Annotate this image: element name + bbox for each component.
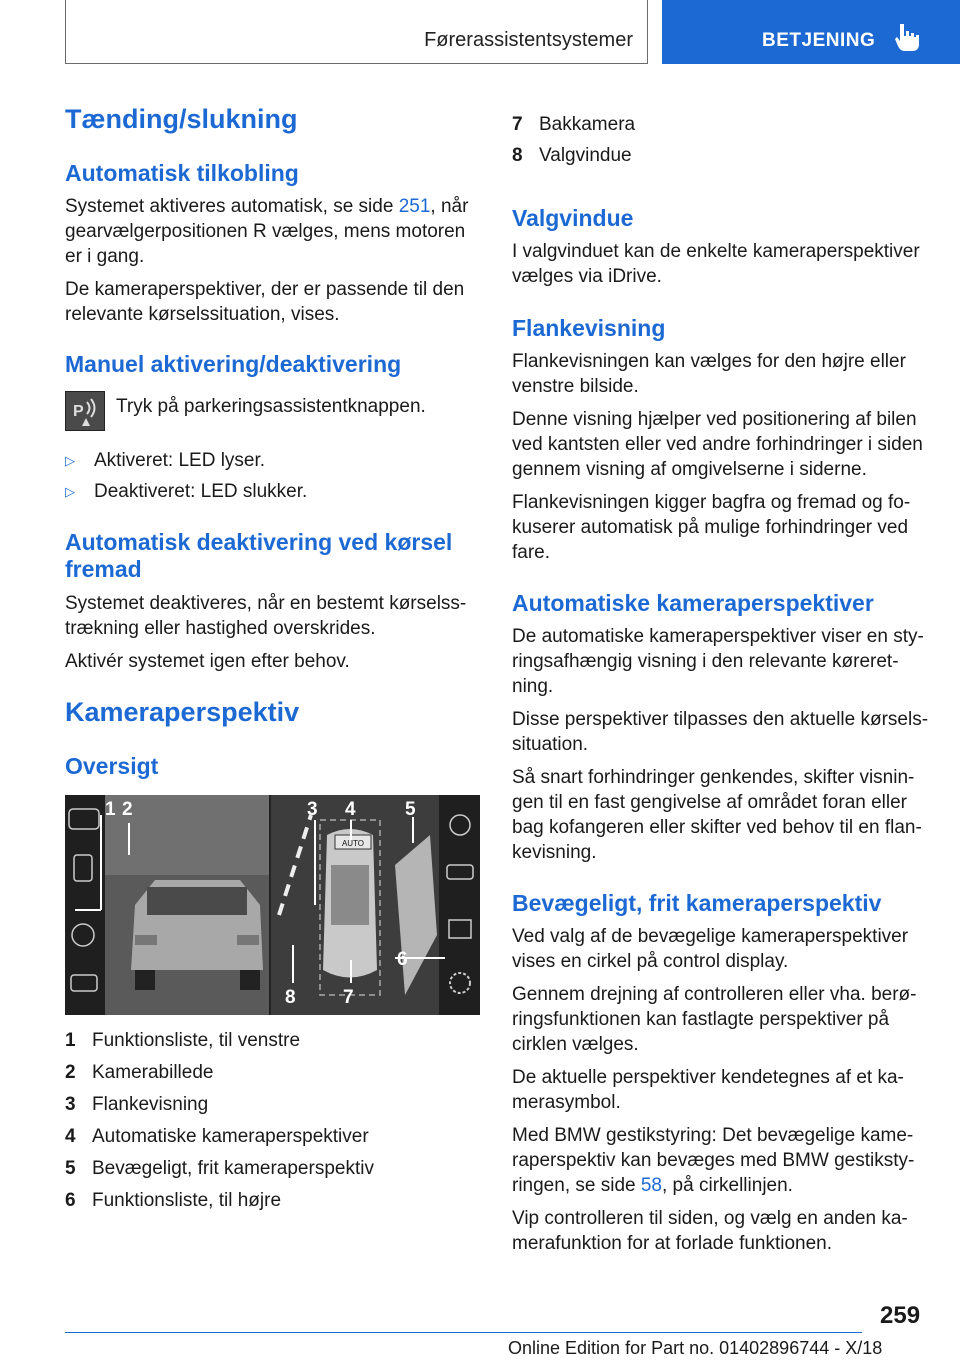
paragraph-line: vælges via iDrive. [512, 266, 662, 287]
paragraph-line: Med BMW gestikstyring: Det bevægelige kame- [512, 1125, 914, 1146]
figure-label-2: 2 [122, 799, 133, 820]
heading-overview: Oversigt [65, 753, 159, 779]
auto-badge: AUTO [341, 839, 365, 848]
paragraph-line: Så snart forhindringer genkendes, skifter visnin- [512, 767, 915, 788]
svg-text:P: P [73, 403, 84, 420]
paragraph-line: I valgvinduet kan de enkelte kameraperspektiver [512, 241, 920, 262]
paragraph-line: Flankevisningen kigger bagfra og fremad og fo- [512, 492, 911, 513]
heading-side-view: Flankevisning [512, 315, 666, 341]
page-link-58[interactable]: 58 [640, 1175, 662, 1196]
figure-label-6: 6 [397, 949, 408, 970]
park-assist-button-icon [65, 391, 105, 431]
page-number: 259 [880, 1302, 921, 1329]
paragraph-line: ringsfunktionen kan fastlagte perspektiver på [512, 1009, 890, 1030]
figure-label-7: 7 [343, 987, 354, 1008]
heading-auto-camera: Automatiske kameraperspektiver [512, 590, 874, 616]
legend-item: 2 Kamerabillede [65, 1062, 214, 1083]
triangle-bullet-icon: ▷ [65, 484, 75, 499]
paragraph-line: vises en cirkel på control display. [512, 951, 789, 972]
paragraph-line: Vip controlleren til siden, og vælg en anden ka- [512, 1208, 908, 1229]
header-chapter-tab [662, 0, 960, 64]
paragraph-line: gennem visning af omgivelserne i siderne. [512, 459, 867, 480]
paragraph-line: er i gang. [65, 246, 145, 267]
paragraph-line: Ved valg af de bevægelige kameraperspektiver [512, 926, 909, 947]
paragraph-line: ringen, se side 58, på cirkellinjen. [512, 1175, 793, 1196]
triangle-bullet-icon: ▷ [65, 453, 75, 468]
heading-auto-deactivation-cont: fremad [65, 556, 142, 582]
paragraph-line: situation. [512, 734, 589, 755]
heading-manual: Manuel aktivering/deaktivering [65, 351, 402, 377]
header-section-box [65, 0, 648, 64]
paragraph-line: Disse perspektiver tilpasses den aktuelle kørsels- [512, 709, 929, 730]
paragraph-line: gen til en fast gengivelse af området foran eller [512, 792, 908, 813]
heading-auto-connect: Automatisk tilkobling [65, 160, 299, 186]
section-title: Tænding/slukning [65, 104, 298, 134]
paragraph-line: ning. [512, 676, 554, 697]
header-section-title: Førerassistentsystemer [424, 29, 633, 51]
paragraph-line: fare. [512, 542, 551, 563]
figure-label-3: 3 [307, 799, 318, 820]
paragraph-line: venstre bilside. [512, 376, 639, 397]
paragraph-line: Systemet aktiveres automatisk, se side 251, når [65, 196, 469, 217]
paragraph-line: raperspektiv kan bevæges med BMW gestiksty- [512, 1150, 915, 1171]
paragraph-line: Gennem drejning af controlleren eller vha. berø- [512, 984, 917, 1005]
header-chapter-title: BETJENING [762, 30, 876, 51]
legend-item: 5 Bevægeligt, frit kameraperspektiv [65, 1158, 374, 1179]
paragraph-line: Aktivér systemet igen efter behov. [65, 651, 350, 672]
paragraph-line: merasymbol. [512, 1092, 621, 1113]
paragraph-line: kevisning. [512, 842, 597, 863]
camera-title: Kameraperspektiv [65, 697, 300, 727]
paragraph-line: relevante kørselssituation, vises. [65, 304, 340, 325]
legend-item: 6 Funktionsliste, til højre [65, 1190, 282, 1211]
footer-edition: Online Edition for Part no. 01402896744 - X/18 [508, 1338, 883, 1358]
manual-text: Tryk på parkeringsassistentknappen. [116, 396, 426, 417]
pointing-hand-icon [894, 22, 920, 52]
paragraph-line: cirklen vælges. [512, 1034, 639, 1055]
paragraph-line: Denne visning hjælper ved positionering af bilen [512, 409, 917, 430]
heading-auto-deactivation: Automatisk deaktivering ved kørsel [65, 529, 453, 555]
heading-free-camera: Bevægeligt, frit kameraperspektiv [512, 890, 882, 916]
paragraph-line: merafunktion for at forlade funktionen. [512, 1233, 833, 1254]
figure-label-1: 1 [105, 799, 116, 820]
page-link-251[interactable]: 251 [398, 196, 431, 217]
legend-item: 1 Funktionsliste, til venstre [65, 1030, 301, 1051]
legend-item: 8 Valgvindue [512, 145, 632, 166]
footer-divider [65, 1332, 862, 1333]
legend-item: 3 Flankevisning [65, 1094, 209, 1115]
paragraph-line: Systemet deaktiveres, når en bestemt kørselss- [65, 593, 467, 614]
figure-label-4: 4 [345, 799, 356, 820]
legend-item: 7 Bakkamera [512, 114, 636, 135]
paragraph-line: bag kofangeren eller skifter ved behov til en flan- [512, 817, 922, 838]
figure-label-5: 5 [405, 799, 416, 820]
paragraph-line: Flankevisningen kan vælges for den højre eller [512, 351, 906, 372]
heading-selection-window: Valgvindue [512, 205, 634, 231]
camera-view-illustration [65, 795, 480, 1015]
paragraph-line: kuserer automatisk på mulige forhindringer ved [512, 517, 909, 538]
paragraph-line: De kameraperspektiver, der er passende til den [65, 279, 465, 300]
paragraph-line: De aktuelle perspektiver kendetegnes af et ka- [512, 1067, 904, 1088]
figure-label-8: 8 [285, 987, 296, 1008]
paragraph-line: gearvælgerpositionen R vælges, mens motoren [65, 221, 466, 242]
paragraph-line: ved kantsten eller ved andre forhindringer i siden [512, 434, 923, 455]
paragraph-line: ringsafhængig visning i den relevante køreret- [512, 651, 899, 672]
paragraph-line: trækning eller hastighed overskrides. [65, 618, 376, 639]
paragraph-line: De automatiske kameraperspektiver viser en sty- [512, 626, 924, 647]
legend-item: 4 Automatiske kameraperspektiver [65, 1126, 369, 1147]
